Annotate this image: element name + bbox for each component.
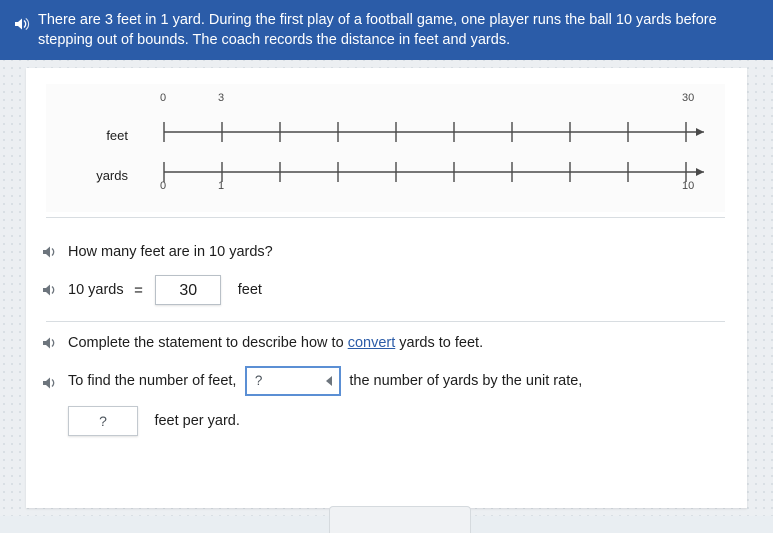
answer-1-input[interactable]: 30	[155, 275, 221, 305]
speaker-icon[interactable]	[40, 243, 58, 261]
worksheet-card	[26, 68, 747, 508]
speaker-icon[interactable]	[12, 15, 30, 33]
answer-1-prefix: 10 yards	[68, 282, 124, 299]
yards-tick-label-second: 1	[218, 180, 225, 192]
operation-dropdown[interactable]	[245, 366, 341, 396]
speaker-icon[interactable]	[40, 374, 58, 392]
yards-tick-label-start: 0	[160, 180, 167, 192]
unit-rate-input[interactable]: ?	[68, 406, 138, 436]
problem-statement: There are 3 feet in 1 yard. During the first play of a football game, one player runs the ball 10 yards before stepping out of bounds. The coach records the distance in feet and yards.	[38, 12, 717, 48]
divider-1	[46, 217, 725, 218]
operation-dropdown-value: ?	[254, 373, 263, 388]
question-1-row	[68, 242, 688, 262]
question-2-text-after: yards to feet.	[395, 335, 484, 351]
question-3-text-before: To find the number of feet,	[68, 373, 237, 390]
divider-2	[46, 321, 725, 322]
feet-tick-label-start: 0	[160, 92, 167, 104]
question-2-text-before: Complete the statement to describe how to	[68, 335, 348, 351]
yards-tick-label-end: 10	[682, 180, 695, 192]
speaker-icon[interactable]	[40, 334, 58, 352]
equals-sign: =	[134, 281, 143, 299]
answer-1-unit: feet	[237, 282, 262, 298]
problem-header	[0, 0, 773, 60]
question-2-row	[68, 333, 688, 353]
question-1-text: How many feet are in 10 yards?	[68, 244, 273, 260]
feet-tick-label-second: 3	[218, 92, 225, 104]
answer-1-row	[68, 275, 688, 305]
number-line-yards-label: yards	[96, 168, 128, 183]
number-line-feet-label: feet	[106, 128, 128, 143]
convert-link[interactable]: convert	[347, 335, 396, 351]
chevron-down-icon	[326, 376, 332, 386]
question-3-second-line	[68, 406, 688, 436]
question-3-text-after: the number of yards by the unit rate,	[349, 373, 583, 390]
feet-tick-label-end: 30	[682, 92, 695, 104]
question-3-text-end: feet per yard.	[154, 413, 240, 429]
speaker-icon[interactable]	[40, 281, 58, 299]
question-3-row	[68, 366, 718, 396]
bottom-action-button[interactable]	[329, 506, 471, 533]
number-line-panel	[46, 84, 725, 212]
